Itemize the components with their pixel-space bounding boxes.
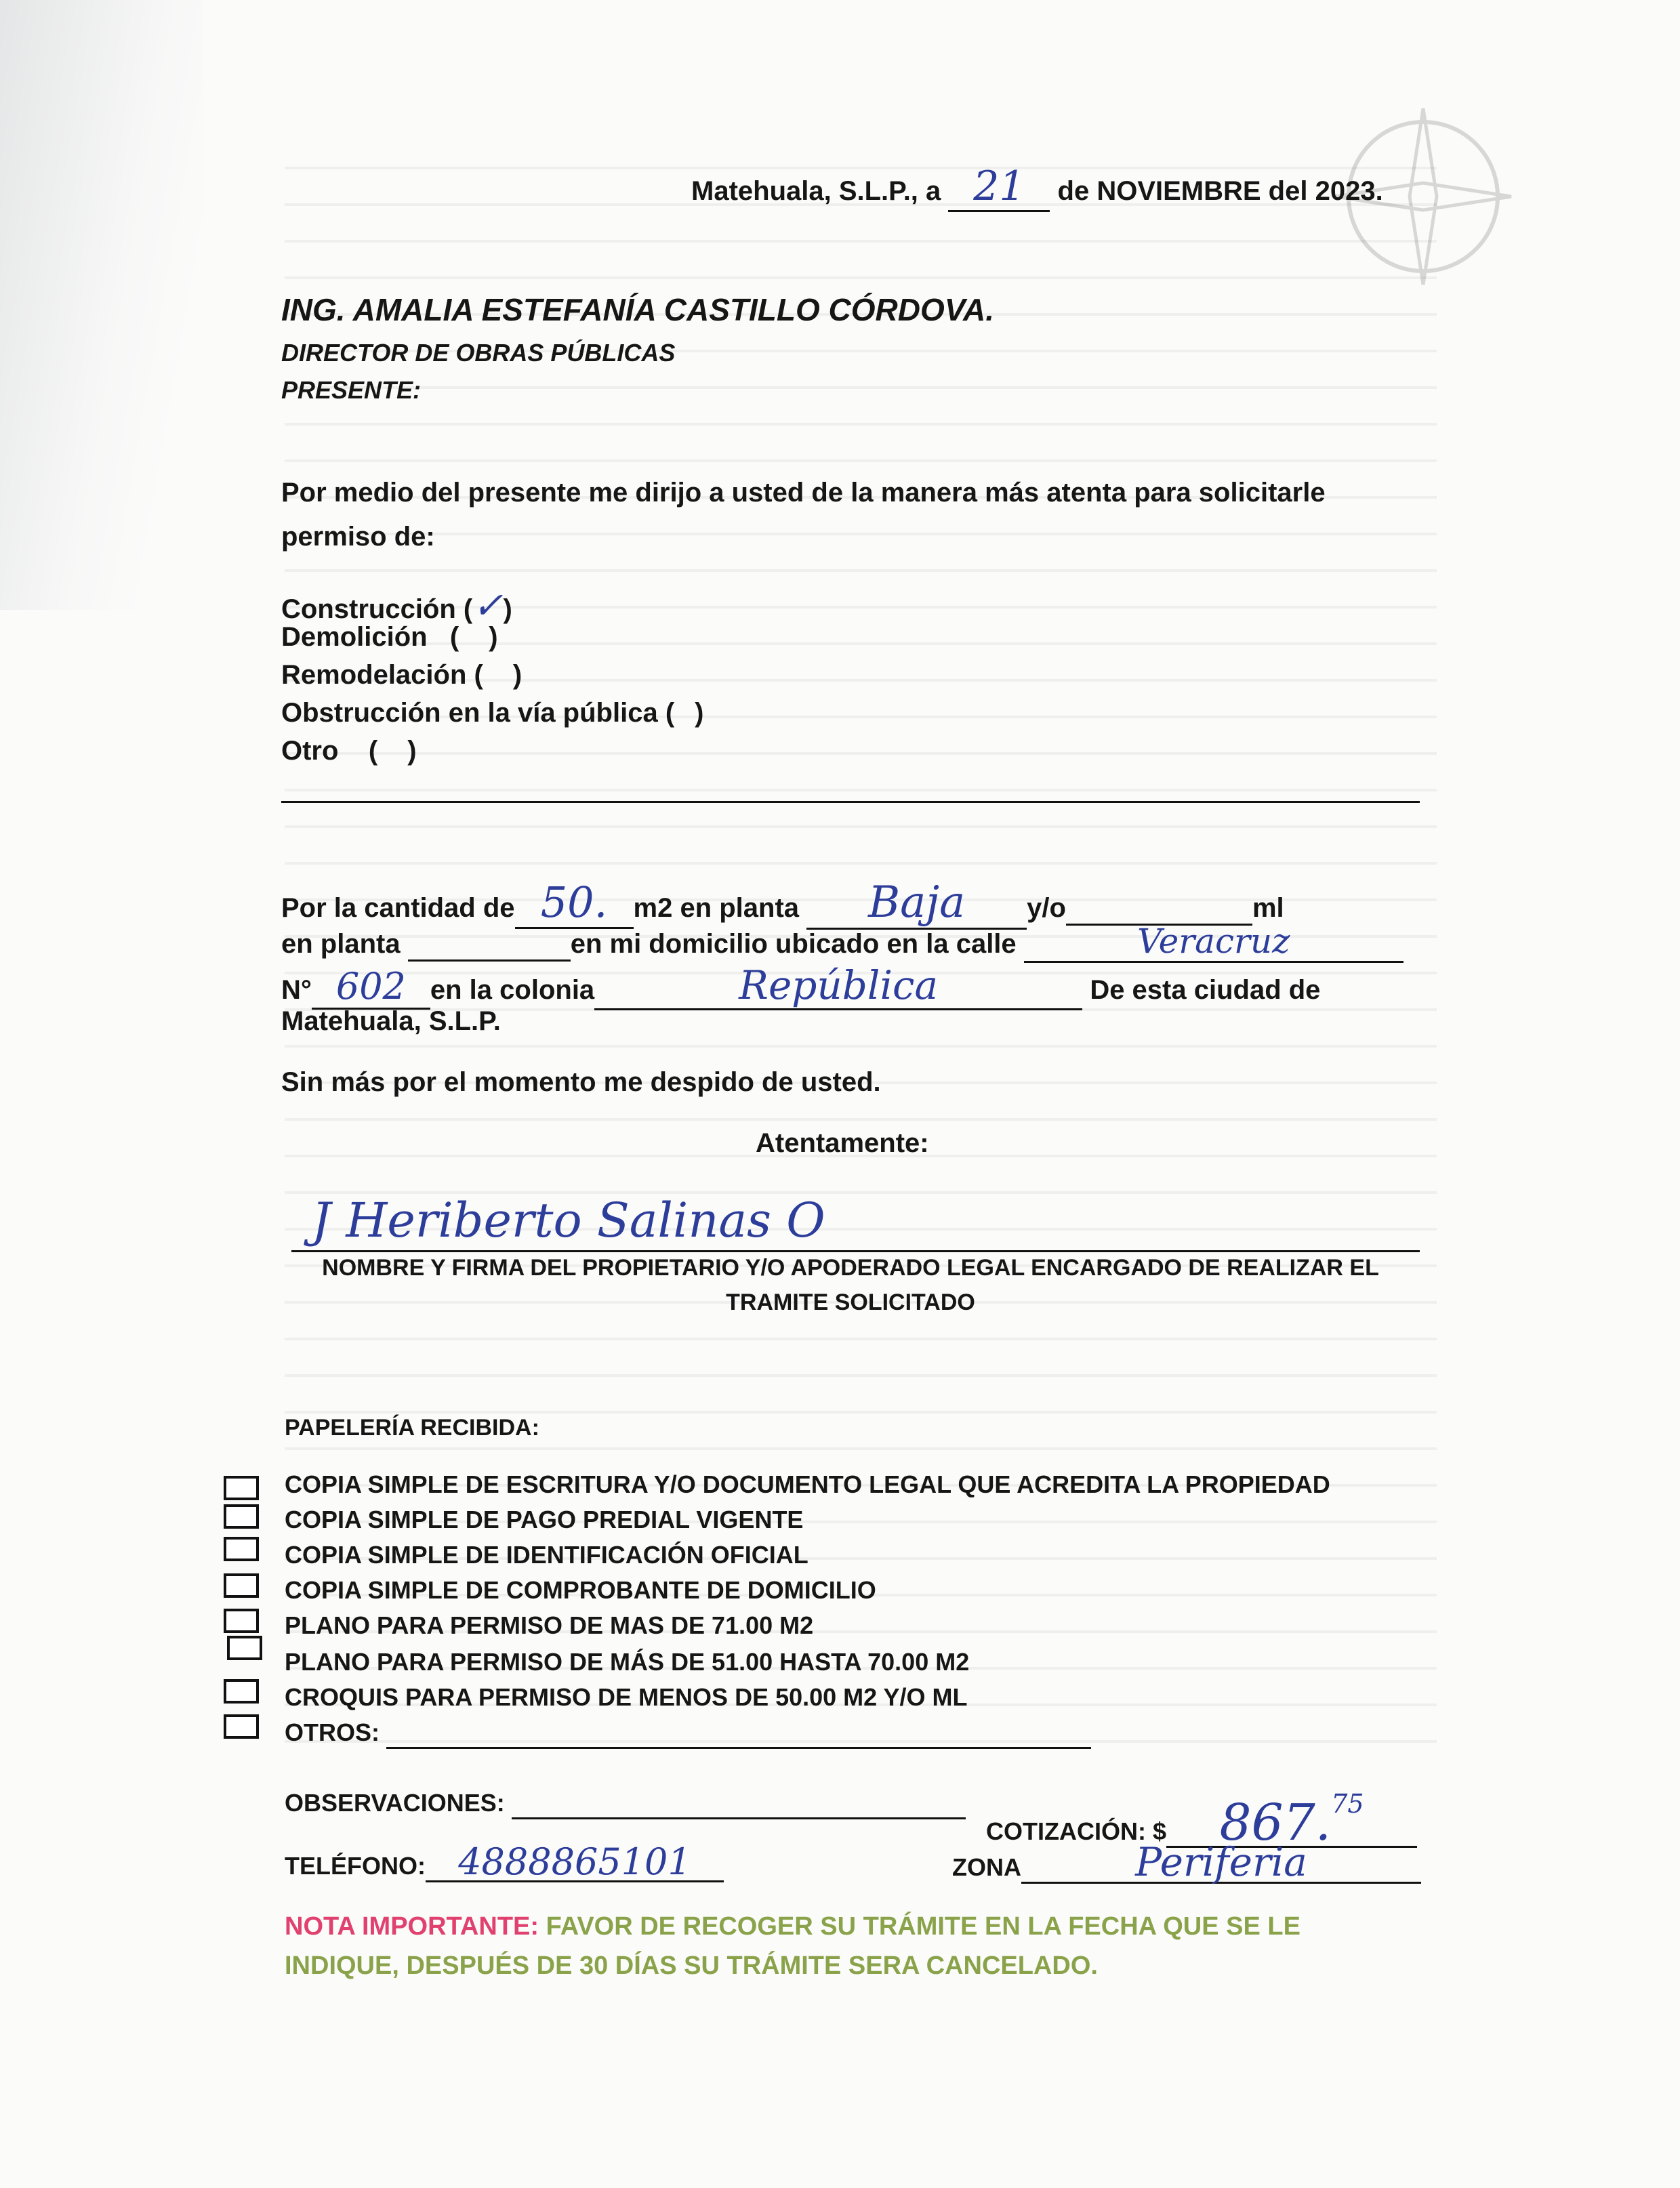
quantity-field: 50. xyxy=(515,878,634,929)
construccion-check-mark: ✓ xyxy=(472,584,504,627)
signature-handwriting: J Heriberto Salinas O xyxy=(312,1193,825,1248)
checkbox-predial[interactable] xyxy=(224,1504,259,1529)
papeleria-item-identificacion: COPIA SIMPLE DE IDENTIFICACIÓN OFICIAL xyxy=(285,1541,808,1569)
intro-line-1: Por medio del presente me dirijo a usted de la manera más atenta para solicitarle xyxy=(281,478,1326,508)
papeleria-item-comprobante: COPIA SIMPLE DE COMPROBANTE DE DOMICILIO xyxy=(285,1576,876,1604)
date-line xyxy=(691,163,1383,212)
checkbox-croquis[interactable] xyxy=(224,1679,259,1704)
signature-caption-1: NOMBRE Y FIRMA DEL PROPIETARIO Y/O APODERADO LEGAL ENCARGADO DE REALIZAR EL xyxy=(322,1255,1379,1281)
papeleria-item-escritura: COPIA SIMPLE DE ESCRITURA Y/O DOCUMENTO LEGAL QUE ACREDITA LA PROPIEDAD xyxy=(285,1470,1330,1498)
nota-text-2: INDIQUE, DESPUÉS DE 30 DÍAS SU TRÁMITE SERA CANCELADO. xyxy=(285,1952,1098,1980)
colonia-field: República xyxy=(594,962,1082,1010)
planta-field: Baja xyxy=(806,878,1027,930)
scan-fold-shadow xyxy=(0,0,203,610)
papeleria-item-predial: COPIA SIMPLE DE PAGO PREDIAL VIGENTE xyxy=(285,1506,804,1533)
option-otro: Otro ( ) xyxy=(281,736,417,766)
option-obstruccion: Obstrucción en la vía pública ( ) xyxy=(281,698,704,728)
checkbox-identificacion[interactable] xyxy=(224,1537,259,1561)
calle-field: Veracruz xyxy=(1024,922,1404,963)
option-remodelacion: Remodelación ( ) xyxy=(281,660,523,690)
option-construccion: Construcción (✓) xyxy=(281,584,512,627)
day-field xyxy=(948,163,1050,212)
addressee-name: ING. AMALIA ESTEFANÍA CASTILLO CÓRDOVA. xyxy=(281,292,995,327)
checkbox-plano-71[interactable] xyxy=(224,1609,259,1633)
signature-caption-2: TRAMITE SOLICITADO xyxy=(726,1289,975,1315)
checkbox-otros[interactable] xyxy=(224,1714,259,1739)
option-demolicion: Demolición ( ) xyxy=(281,622,498,652)
papeleria-item-plano-71: PLANO PARA PERMISO DE MAS DE 71.00 M2 xyxy=(285,1611,814,1639)
zona-row: ZONA Periferia xyxy=(952,1849,1421,1884)
cotizacion-row: COTIZACIÓN: $ 867.75 xyxy=(986,1789,1417,1848)
papeleria-item-croquis: CROQUIS PARA PERMISO DE MENOS DE 50.00 M2 Y/O ML xyxy=(285,1683,968,1711)
number-line: N° 602 en la colonia República De esta ciudad de xyxy=(281,962,1320,1010)
papeleria-item-otros: OTROS: xyxy=(285,1718,1091,1749)
ml-field xyxy=(1066,893,1252,926)
checkbox-plano-51[interactable] xyxy=(227,1636,262,1660)
nota-text-1: FAVOR DE RECOGER SU TRÁMITE EN LA FECHA QUE SE LE xyxy=(546,1912,1300,1941)
day-value: 21 xyxy=(973,163,1025,210)
city-value: Matehuala, S.L.P. xyxy=(281,1006,501,1036)
closing-text: Sin más por el momento me despido de usted. xyxy=(281,1067,881,1097)
intro-line-2: permiso de: xyxy=(281,522,435,552)
checkbox-escritura[interactable] xyxy=(224,1476,259,1500)
place-suffix: de NOVIEMBRE del 2023. xyxy=(1057,176,1383,206)
number-field: 602 xyxy=(312,965,430,1010)
telefono-row: TELÉFONO: 4888865101 xyxy=(285,1849,724,1882)
en-planta-field xyxy=(408,929,571,962)
address-line: en planta en mi domicilio ubicado en la calle Veracruz xyxy=(281,922,1404,963)
checkbox-comprobante[interactable] xyxy=(224,1573,259,1598)
place-prefix: Matehuala, S.L.P., a xyxy=(691,176,941,206)
nota-label: NOTA IMPORTANTE: xyxy=(285,1912,539,1941)
zona-field: Periferia xyxy=(1021,1849,1421,1884)
addressee-title: DIRECTOR DE OBRAS PÚBLICAS xyxy=(281,339,676,367)
otros-field xyxy=(386,1718,1091,1749)
atentamente-label: Atentamente: xyxy=(756,1128,929,1158)
nota-line-1 xyxy=(285,1912,1300,1941)
papeleria-item-plano-51: PLANO PARA PERMISO DE MÁS DE 51.00 HASTA 70.00 M2 xyxy=(285,1648,970,1676)
observaciones-row: OBSERVACIONES: xyxy=(285,1789,966,1819)
signature-line xyxy=(291,1250,1420,1252)
quantity-line: Por la cantidad de 50. m2 en planta Baja y/o ml xyxy=(281,878,1284,930)
cotizacion-field: 867.75 xyxy=(1166,1789,1417,1848)
papeleria-title: PAPELERÍA RECIBIDA: xyxy=(285,1415,539,1441)
presente-label: PRESENTE: xyxy=(281,376,422,404)
otro-line xyxy=(281,801,1420,803)
observaciones-field xyxy=(512,1789,966,1819)
telefono-field: 4888865101 xyxy=(426,1849,724,1882)
